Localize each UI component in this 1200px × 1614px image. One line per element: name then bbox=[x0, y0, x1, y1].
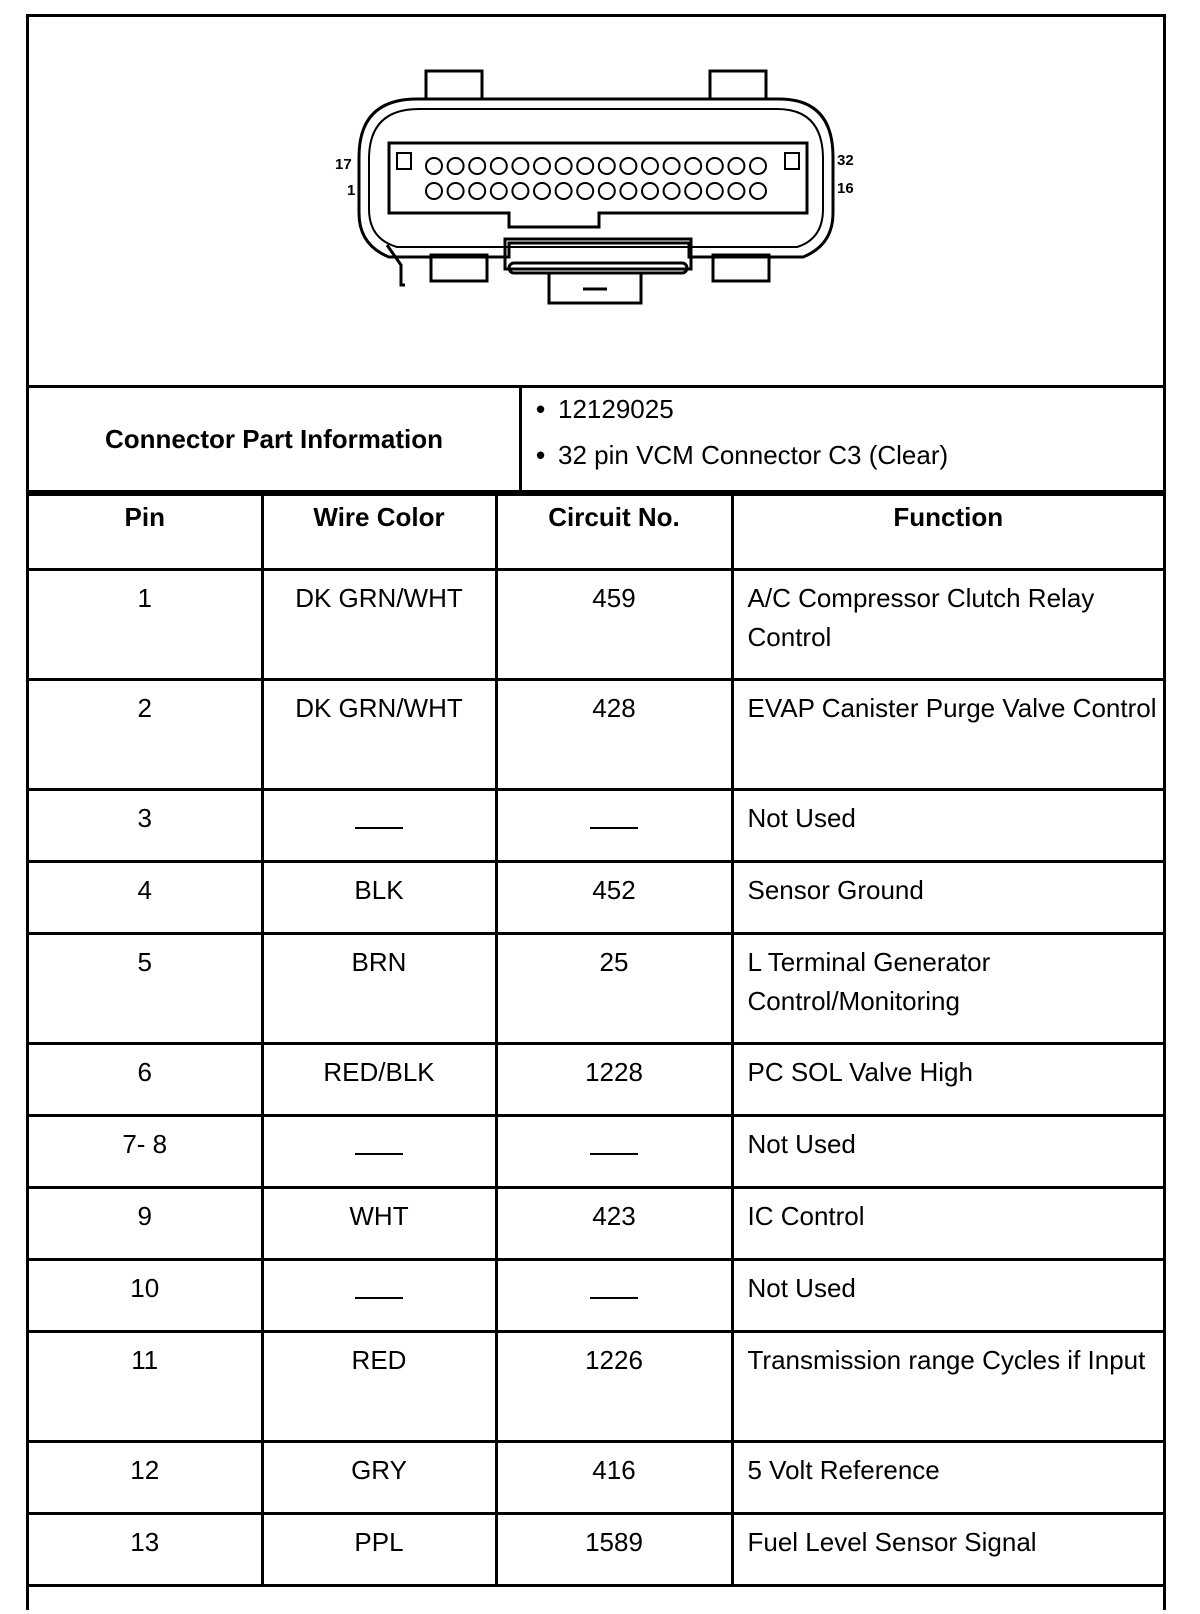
dash-line bbox=[590, 827, 638, 829]
pin-cavity bbox=[491, 183, 507, 199]
pin-label-16: 16 bbox=[837, 180, 854, 197]
cell-function: Sensor Ground bbox=[732, 862, 1163, 934]
pin-cavity bbox=[664, 158, 680, 174]
cell-pin: 1 bbox=[29, 570, 262, 680]
pin-cavity bbox=[664, 183, 680, 199]
cell-circuit: 1226 bbox=[496, 1332, 732, 1442]
cell-circuit: 1228 bbox=[496, 1044, 732, 1116]
connector-info-label: Connector Part Information bbox=[29, 388, 522, 490]
cell-wire-color: GRY bbox=[262, 1442, 496, 1514]
table-row bbox=[29, 1188, 1163, 1260]
bullet-icon: • bbox=[536, 394, 546, 424]
cell-pin: 13 bbox=[29, 1514, 262, 1586]
pin-cavity bbox=[534, 158, 550, 174]
table-row bbox=[29, 1116, 1163, 1188]
cell-pin: 2 bbox=[29, 680, 262, 790]
table-row bbox=[29, 934, 1163, 1044]
pin-cavity bbox=[512, 158, 528, 174]
cell-function: L Terminal Generator Control/Monitoring bbox=[732, 934, 1163, 1044]
cell-wire-color: RED/BLK bbox=[262, 1044, 496, 1116]
cell-circuit: 452 bbox=[496, 862, 732, 934]
cell-circuit bbox=[496, 1116, 732, 1188]
cell-function: A/C Compressor Clutch Relay Control bbox=[732, 570, 1163, 680]
cell-pin: 9 bbox=[29, 1188, 262, 1260]
pin-cavity bbox=[685, 183, 701, 199]
pin-cavity bbox=[707, 158, 723, 174]
pin-cavity bbox=[599, 183, 615, 199]
cell-wire-color: RED bbox=[262, 1332, 496, 1442]
cell-wire-color: BLK bbox=[262, 862, 496, 934]
cell-function: PC SOL Valve High bbox=[732, 1044, 1163, 1116]
cell-wire-color: WHT bbox=[262, 1188, 496, 1260]
pin-cavity bbox=[448, 158, 464, 174]
part-number: 12129025 bbox=[558, 394, 674, 424]
pin-cavity bbox=[728, 183, 744, 199]
cell-circuit: 423 bbox=[496, 1188, 732, 1260]
cell-circuit: 428 bbox=[496, 680, 732, 790]
pin-grid bbox=[426, 158, 766, 199]
cell-function: Transmission range Cycles if Input bbox=[732, 1332, 1163, 1442]
pin-cavity bbox=[577, 158, 593, 174]
pin-cavity bbox=[534, 183, 550, 199]
pin-cavity bbox=[599, 158, 615, 174]
cell-pin: 6 bbox=[29, 1044, 262, 1116]
connector-drawing bbox=[29, 17, 1163, 385]
cell-pin: 3 bbox=[29, 790, 262, 862]
pin-cavity bbox=[448, 183, 464, 199]
cell-wire-color bbox=[262, 790, 496, 862]
table-row bbox=[29, 790, 1163, 862]
dash-line bbox=[355, 1153, 403, 1155]
cell-function: 5 Volt Reference bbox=[732, 1442, 1163, 1514]
pin-cavity bbox=[642, 158, 658, 174]
pin-cavity bbox=[707, 183, 723, 199]
table-header-row bbox=[29, 495, 1163, 570]
pin-cavity bbox=[620, 158, 636, 174]
pin-cavity bbox=[426, 158, 442, 174]
cell-pin: 7- 8 bbox=[29, 1116, 262, 1188]
cell-function: Not Used bbox=[732, 790, 1163, 862]
pin-label-17: 17 bbox=[335, 156, 352, 173]
cell-wire-color bbox=[262, 1116, 496, 1188]
cell-circuit: 459 bbox=[496, 570, 732, 680]
table-row bbox=[29, 570, 1163, 680]
dash-line bbox=[590, 1297, 638, 1299]
dash-line bbox=[355, 827, 403, 829]
connector-description-item bbox=[536, 440, 948, 471]
dash-line bbox=[590, 1153, 638, 1155]
cell-circuit: 416 bbox=[496, 1442, 732, 1514]
cell-circuit: 25 bbox=[496, 934, 732, 1044]
pin-cavity bbox=[491, 158, 507, 174]
header-circuit: Circuit No. bbox=[496, 495, 732, 570]
cell-wire-color bbox=[262, 1260, 496, 1332]
connector-part-info bbox=[29, 388, 1163, 493]
pin-cavity bbox=[620, 183, 636, 199]
header-pin: Pin bbox=[29, 495, 262, 570]
document-frame bbox=[26, 14, 1166, 1610]
cell-pin: 11 bbox=[29, 1332, 262, 1442]
connector-info-list bbox=[522, 388, 1163, 490]
connector-description: 32 pin VCM Connector C3 (Clear) bbox=[558, 440, 949, 470]
pin-cavity bbox=[512, 183, 528, 199]
header-wire-color: Wire Color bbox=[262, 495, 496, 570]
dash-line bbox=[355, 1297, 403, 1299]
pin-label-32: 32 bbox=[837, 152, 854, 169]
pin-cavity bbox=[577, 183, 593, 199]
cell-wire-color: DK GRN/WHT bbox=[262, 570, 496, 680]
pin-cavity bbox=[728, 158, 744, 174]
pin-label-1: 1 bbox=[347, 182, 356, 199]
cell-function: Not Used bbox=[732, 1260, 1163, 1332]
pin-cavity bbox=[750, 158, 766, 174]
table-row bbox=[29, 1260, 1163, 1332]
table-row bbox=[29, 680, 1163, 790]
cell-circuit: 1589 bbox=[496, 1514, 732, 1586]
pin-cavity bbox=[642, 183, 658, 199]
table-row bbox=[29, 1442, 1163, 1514]
cell-circuit bbox=[496, 1260, 732, 1332]
table-row bbox=[29, 862, 1163, 934]
connector-diagram bbox=[29, 17, 1163, 388]
cell-function: EVAP Canister Purge Valve Control bbox=[732, 680, 1163, 790]
pin-cavity bbox=[469, 158, 485, 174]
cell-pin: 5 bbox=[29, 934, 262, 1044]
pin-cavity bbox=[469, 183, 485, 199]
cell-function: Fuel Level Sensor Signal bbox=[732, 1514, 1163, 1586]
header-function: Function bbox=[732, 495, 1163, 570]
cell-wire-color: BRN bbox=[262, 934, 496, 1044]
pin-cavity bbox=[556, 183, 572, 199]
pin-cavity bbox=[556, 158, 572, 174]
cell-wire-color: PPL bbox=[262, 1514, 496, 1586]
table-row bbox=[29, 1332, 1163, 1442]
pin-cavity bbox=[426, 183, 442, 199]
pin-cavity bbox=[750, 183, 766, 199]
table-row bbox=[29, 1514, 1163, 1586]
pinout-table-body bbox=[29, 570, 1163, 1586]
cell-pin: 4 bbox=[29, 862, 262, 934]
cell-pin: 12 bbox=[29, 1442, 262, 1514]
part-number-item bbox=[536, 394, 674, 425]
bullet-icon: • bbox=[536, 440, 546, 470]
cell-pin: 10 bbox=[29, 1260, 262, 1332]
table-row bbox=[29, 1044, 1163, 1116]
cell-circuit bbox=[496, 790, 732, 862]
pinout-table bbox=[29, 493, 1163, 1587]
pin-cavity bbox=[685, 158, 701, 174]
cell-function: IC Control bbox=[732, 1188, 1163, 1260]
cell-wire-color: DK GRN/WHT bbox=[262, 680, 496, 790]
cell-function: Not Used bbox=[732, 1116, 1163, 1188]
